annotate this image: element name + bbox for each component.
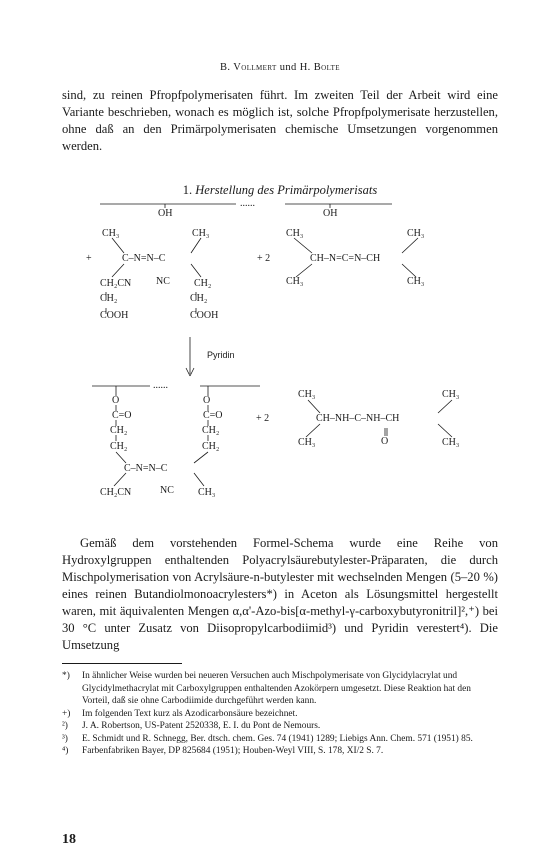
- footnotes: [62, 670, 498, 758]
- footnote-star: [62, 670, 498, 708]
- r1-cooh-right: COOH: [190, 310, 219, 321]
- footnote-3: [62, 733, 498, 746]
- footnote-text: In ähnlicher Weise wurden bei neueren Versuchen auch Mischpolymerisate von Glycidylacrylat und Glycidylmethacrylat mit Carboxylgruppen enthaltenden Azokörpern umgesetzt. Diese Reaktion hat den Vorteil, daß sie ohne Carbodiimide durchgeführt werden kann.: [82, 671, 471, 706]
- r2-ch3-top-left: CH₃: [286, 228, 304, 239]
- section-title: Herstellung des Primärpolymerisats: [195, 183, 378, 197]
- footnote-mark: ⁴): [62, 746, 69, 756]
- footnote-2: [62, 720, 498, 733]
- hydroxyl-group-2: OH: [323, 208, 338, 219]
- footnote-divider: [62, 663, 182, 664]
- p2-carbonyl-o: O: [381, 436, 389, 447]
- p1-ch2cn: CH₂CN: [100, 487, 132, 498]
- footnote-mark: *): [62, 671, 70, 681]
- p1-o-left: O: [112, 395, 120, 406]
- p2-urea-core: CH–NH–C–NH–CH: [316, 413, 400, 424]
- p2-ch3-top-left: CH₃: [298, 389, 316, 400]
- header-und: und: [279, 62, 297, 73]
- r1-ch2cn: CH₂CN: [100, 278, 132, 289]
- r2-ch3-bottom-left: CH₃: [286, 276, 304, 287]
- p1-carbonyl-right: C=O: [203, 410, 223, 421]
- reagent-pyridin: Pyridin: [207, 350, 235, 360]
- body-paragraph: [62, 535, 498, 654]
- p2-ch3-bottom-right: CH₃: [442, 437, 460, 448]
- page-number: 18: [62, 832, 76, 847]
- p2-coefficient: + 2: [256, 413, 270, 424]
- footnote-plus: [62, 708, 498, 721]
- r1-nc: NC: [156, 276, 170, 287]
- section-number: 1.: [182, 183, 193, 197]
- r2-carbodiimide-core: CH–N=C=N–CH: [310, 253, 381, 264]
- footnote-mark: +): [62, 708, 71, 719]
- r1-plus: +: [86, 253, 92, 264]
- backbone-dots-2: ......: [153, 380, 168, 391]
- footnote-mark: ³): [62, 733, 68, 744]
- footnote-mark: ²): [62, 721, 68, 731]
- r1-azo-core: C–N=N–C: [122, 253, 166, 264]
- p1-ch2-right-2: CH₂: [202, 441, 220, 452]
- p1-azo-core: C–N=N–C: [124, 463, 168, 474]
- p1-nc: NC: [160, 485, 174, 496]
- r2-ch3-bottom-right: CH₃: [407, 276, 425, 287]
- header-author-2: H. Bolte: [299, 62, 340, 73]
- r1-ch2-right-2: CH₂: [190, 293, 208, 304]
- footnote-text: E. Schmidt und R. Schnegg, Ber. dtsch. chem. Ges. 74 (1941) 1289; Liebigs Ann. Chem. 571 (1951) 85.: [82, 733, 473, 744]
- body-text: Gemäß dem vorstehenden Formel-Schema wurde eine Reihe von Hydroxylgruppen enthaltenden Polyacrylsäurebutylester-Präparaten, die durch Mischpolymerisation von Acrylsäure-n-butylester mit wechselnden Mengen (5–20 %) eines reinen Butandiolmonoacrylesters*) in Aceton als Lösungsmittel hergestellt waren, mit äquivalenten Mengen α,α'-Azo-bis[α-methyl-γ-carboxybutyronitril]²,⁺) bei 30 °C unter Zusatz von Diisopropylcarbodiimid³) und Pyridin verestert⁴). Die Umsetzung: [62, 536, 498, 652]
- r1-ch2-right: CH₂: [194, 278, 212, 289]
- r2-coefficient: + 2: [257, 253, 271, 264]
- p1-o-right: O: [203, 395, 211, 406]
- footnote-4: [62, 745, 498, 758]
- r1-ch2-left-2: CH₂: [100, 293, 118, 304]
- hydroxyl-group-1: OH: [158, 208, 173, 219]
- p2-ch3-top-right: CH₃: [442, 389, 460, 400]
- r1-ch3-left: CH₃: [102, 228, 120, 239]
- r1-cooh-left: COOH: [100, 310, 129, 321]
- footnote-text: Farbenfabriken Bayer, DP 825684 (1951); Houben-Weyl VIII, S. 178, XI/2 S. 7.: [82, 746, 384, 756]
- p1-ch2-left: CH₂: [110, 425, 128, 436]
- p1-ch2-left-2: CH₂: [110, 441, 128, 452]
- r1-ch3-right: CH₃: [192, 228, 210, 239]
- header-author-1: B. Vollmert: [220, 62, 277, 73]
- p2-ch3-bottom-left: CH₃: [298, 437, 316, 448]
- p1-ch2-right: CH₂: [202, 425, 220, 436]
- backbone-dots: ......: [240, 198, 255, 209]
- r2-ch3-top-right: CH₃: [407, 228, 425, 239]
- p1-ch3: CH₃: [198, 487, 216, 498]
- footnote-text: J. A. Robertson, US-Patent 2520338, E. I. du Pont de Nemours.: [82, 721, 321, 731]
- footnote-text: Im folgenden Text kurz als Azodicarbonsäure bezeichnet.: [82, 708, 298, 719]
- intro-text: sind, zu reinen Pfropfpolymerisaten führt. Im zweiten Teil der Arbeit wird eine Variante beschrieben, wonach es möglich ist, solche Pfropfpolymerisate herzustellen, ohne daß an den Primärpolymerisaten chemische Umsetzungen vorgenommen werden.: [62, 88, 498, 153]
- p1-carbonyl-left: C=O: [112, 410, 132, 421]
